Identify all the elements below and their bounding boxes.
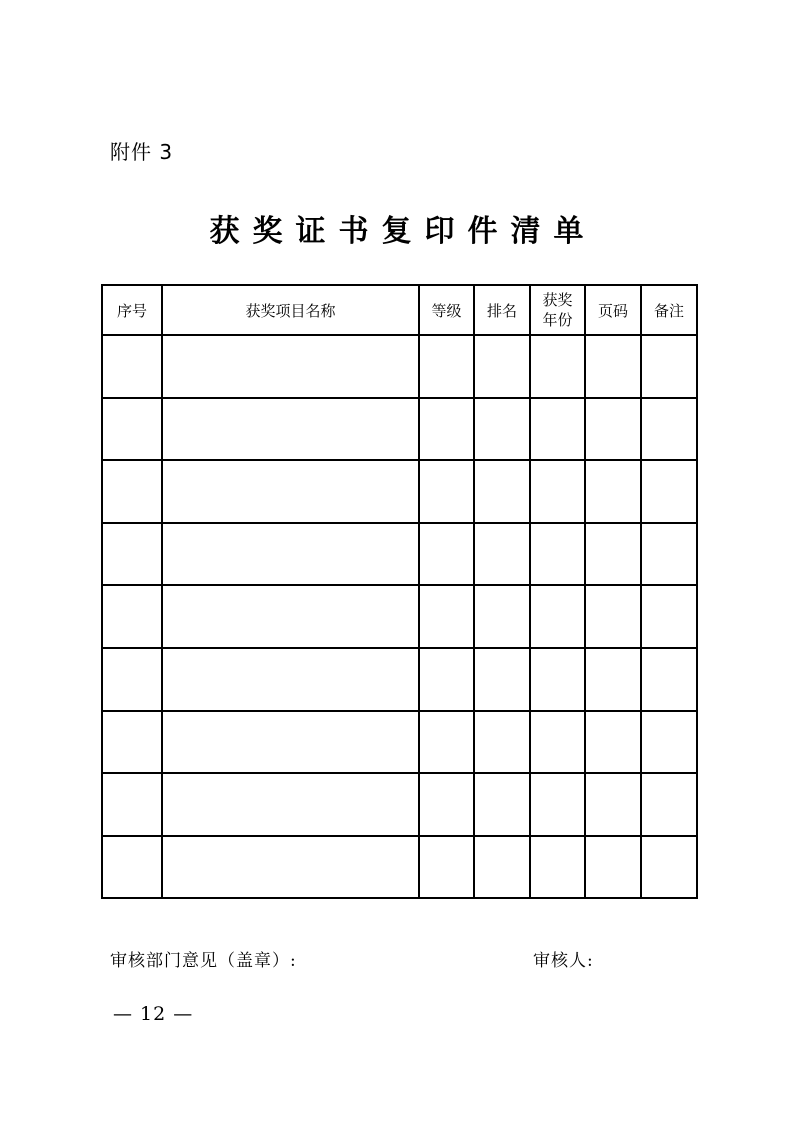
cell-serial-number[interactable] (102, 711, 162, 774)
cell-page-number[interactable] (585, 711, 641, 774)
cell-serial-number[interactable] (102, 460, 162, 523)
cell-grade[interactable] (419, 335, 474, 398)
cell-grade[interactable] (419, 398, 474, 461)
table-row (102, 335, 697, 398)
cell-page-number[interactable] (585, 335, 641, 398)
cell-award-year[interactable] (530, 585, 585, 648)
header-award-year-line-2: 年份 (542, 311, 573, 329)
cell-remarks[interactable] (641, 335, 697, 398)
cell-ranking[interactable] (474, 523, 530, 586)
cell-serial-number[interactable] (102, 585, 162, 648)
cell-ranking[interactable] (474, 836, 530, 899)
header-award-year (530, 285, 585, 335)
cell-award-year[interactable] (530, 460, 585, 523)
cell-award-project-name[interactable] (162, 460, 419, 523)
cell-remarks[interactable] (641, 398, 697, 461)
cell-award-year[interactable] (530, 773, 585, 836)
cell-ranking[interactable] (474, 585, 530, 648)
cell-ranking[interactable] (474, 335, 530, 398)
header-grade: 等级 (419, 285, 474, 335)
cell-ranking[interactable] (474, 711, 530, 774)
cell-page-number[interactable] (585, 648, 641, 711)
reviewer-label: 审核人: (533, 951, 594, 971)
table-header-row (102, 285, 697, 335)
cell-page-number[interactable] (585, 460, 641, 523)
cell-remarks[interactable] (641, 585, 697, 648)
cell-award-year[interactable] (530, 648, 585, 711)
cell-remarks[interactable] (641, 836, 697, 899)
cell-serial-number[interactable] (102, 523, 162, 586)
attachment-label: 附件 3 (110, 140, 174, 164)
table-row (102, 648, 697, 711)
table-row (102, 460, 697, 523)
header-remarks: 备注 (641, 285, 697, 335)
cell-page-number[interactable] (585, 585, 641, 648)
cell-page-number[interactable] (585, 836, 641, 899)
cell-grade[interactable] (419, 585, 474, 648)
cell-remarks[interactable] (641, 773, 697, 836)
cell-award-year[interactable] (530, 398, 585, 461)
cell-award-project-name[interactable] (162, 398, 419, 461)
header-ranking: 排名 (474, 285, 530, 335)
cell-grade[interactable] (419, 836, 474, 899)
cell-award-project-name[interactable] (162, 711, 419, 774)
cell-award-year[interactable] (530, 836, 585, 899)
page-number: — 12 — (113, 1003, 194, 1025)
cell-grade[interactable] (419, 711, 474, 774)
cell-ranking[interactable] (474, 648, 530, 711)
cell-remarks[interactable] (641, 460, 697, 523)
cell-remarks[interactable] (641, 711, 697, 774)
cell-grade[interactable] (419, 523, 474, 586)
approval-opinion-label: 审核部门意见（盖章）: (110, 951, 297, 971)
table-row (102, 711, 697, 774)
cell-award-project-name[interactable] (162, 585, 419, 648)
cell-grade[interactable] (419, 648, 474, 711)
cell-ranking[interactable] (474, 773, 530, 836)
certificate-table (101, 284, 698, 899)
cell-ranking[interactable] (474, 460, 530, 523)
table-row (102, 585, 697, 648)
document-title: 获奖证书复印件清单 (209, 214, 597, 249)
table-row (102, 773, 697, 836)
cell-page-number[interactable] (585, 523, 641, 586)
cell-award-year[interactable] (530, 523, 585, 586)
cell-page-number[interactable] (585, 773, 641, 836)
cell-award-project-name[interactable] (162, 773, 419, 836)
header-serial-number: 序号 (102, 285, 162, 335)
cell-award-project-name[interactable] (162, 648, 419, 711)
header-page-number: 页码 (585, 285, 641, 335)
cell-serial-number[interactable] (102, 398, 162, 461)
cell-page-number[interactable] (585, 398, 641, 461)
cell-ranking[interactable] (474, 398, 530, 461)
cell-grade[interactable] (419, 773, 474, 836)
table-row (102, 836, 697, 899)
cell-award-project-name[interactable] (162, 335, 419, 398)
cell-remarks[interactable] (641, 648, 697, 711)
header-award-year-line-1: 获奖 (542, 291, 573, 309)
cell-award-year[interactable] (530, 335, 585, 398)
cell-remarks[interactable] (641, 523, 697, 586)
header-award-project-name: 获奖项目名称 (162, 285, 419, 335)
cell-serial-number[interactable] (102, 773, 162, 836)
cell-award-project-name[interactable] (162, 523, 419, 586)
cell-grade[interactable] (419, 460, 474, 523)
cell-award-year[interactable] (530, 711, 585, 774)
table-row (102, 398, 697, 461)
table-row (102, 523, 697, 586)
cell-serial-number[interactable] (102, 648, 162, 711)
cell-serial-number[interactable] (102, 335, 162, 398)
cell-serial-number[interactable] (102, 836, 162, 899)
cell-award-project-name[interactable] (162, 836, 419, 899)
